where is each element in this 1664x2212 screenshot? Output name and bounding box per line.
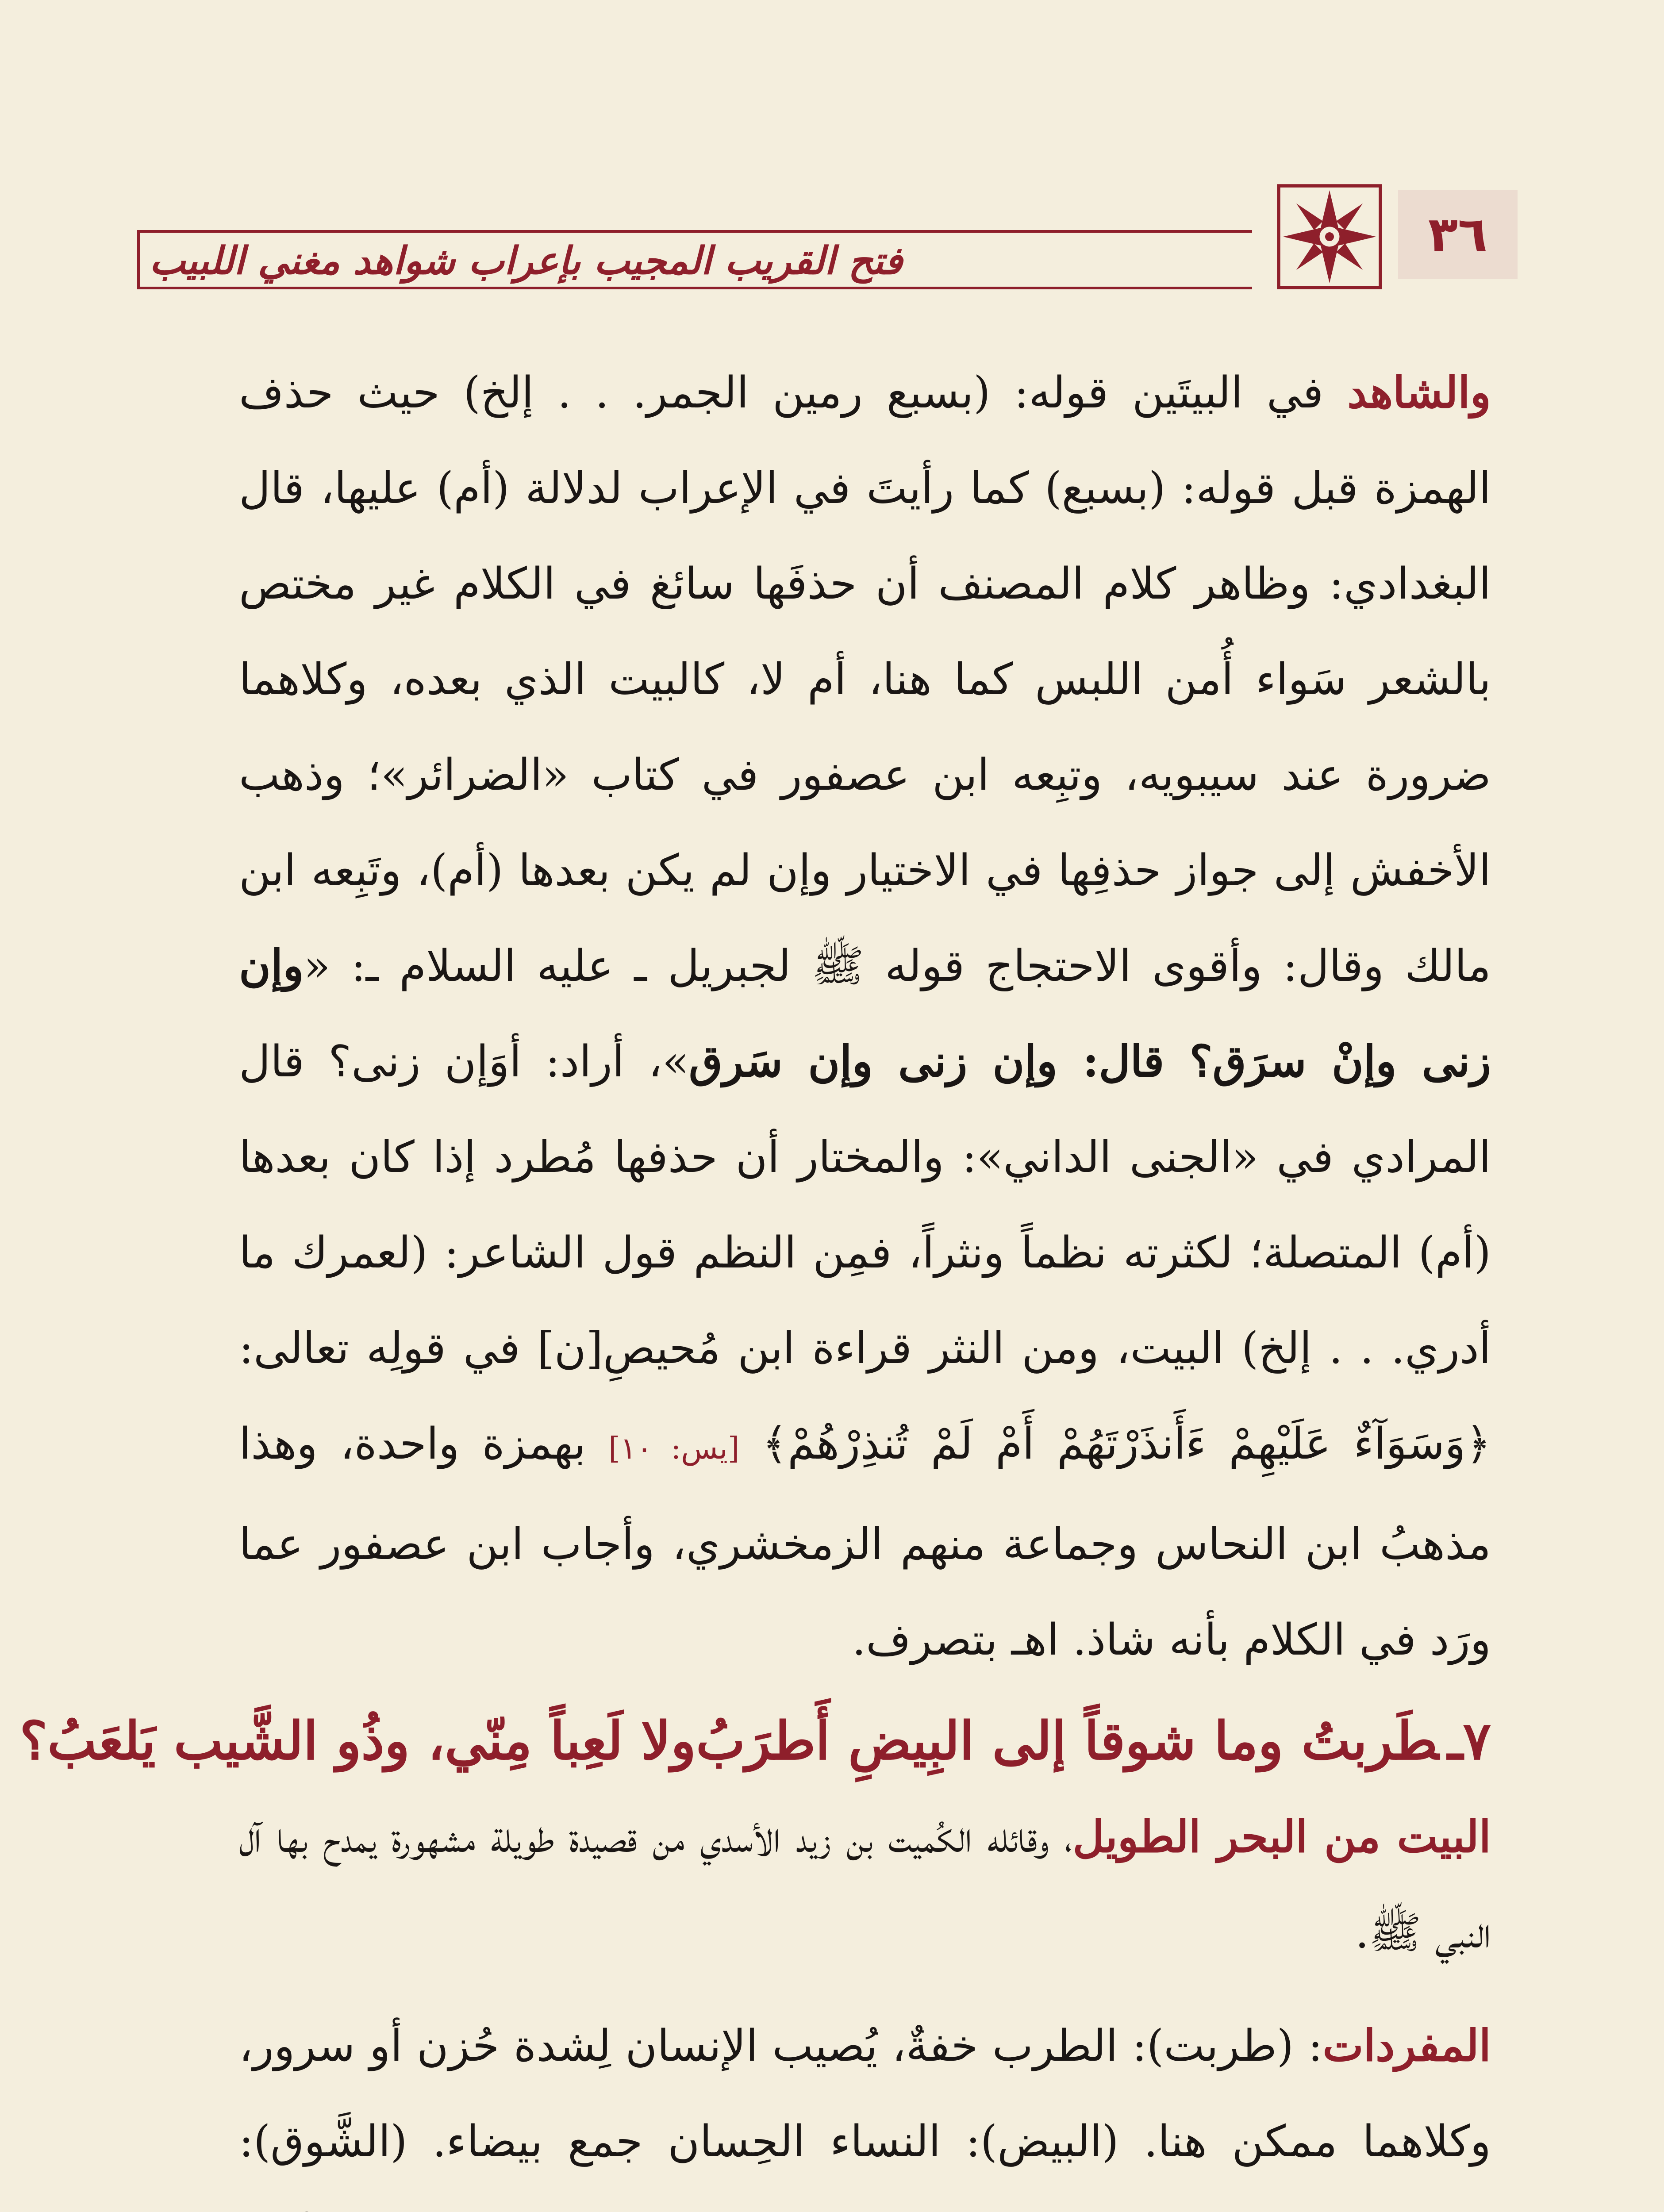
paragraph-text: »، أراد: أوَإن زنى؟ قال المرادي في «الجنى الداني»: والمختار أن حذفها مُطرد إذا كان بعدها (أم) المتصلة؛ لكثرته نظماً ونثراً، فمِن النظم قول الشاعر: (لعمرك ما أدري. . . إلخ) البيت، ومن النثر قراءة ابن مُحيصِ[ن] في قولِه تعالى: ﴿وَسَوَآءٌ عَلَيْهِمْ ءَأَنذَرْتَهُمْ أَمْ لَمْ تُنذِرْهُمْ﴾ [239,1037,1491,1469]
page-body [19,345,1491,2212]
paragraph-vocabulary [239,1998,1491,2212]
page-number: ٣٦ [1398,190,1518,279]
header-rule-bottom [137,287,1252,289]
paragraph-text: في البيتَين قوله: (بسبع رمين الجمر. . . إلخ) حيث حذف الهمزة قبل قوله: (بسبع) كما رأيتَ في الإعراب لدلالة (أم) عليها، قال البغدادي: وظاهر كلام المصنف أن حذفَها سائغ في الكلام غير مختص بالشعر سَواء أُمن اللبس كما هنا، أم لا، كالبيت الذي بعده، وكلاهما ضرورة عند سيبويه، وتبِعه ابن عصفور في كتاب «الضرائر»؛ وذهب الأخفش إلى جواز حذفِها في الاختيار وإن لم يكن بعدها (أم)، وتَبِعه ابن مالك وقال: وأقوى الاحتجاج قوله ﷺ لجبريل ـ عليه السلام ـ: « [239,368,1491,991]
verse-second-half: ولا لَعِباً مِنّي، وذُو الشَّيب يَلعَبُ؟ [19,1710,696,1771]
paragraph-meter [239,1790,1491,1981]
meter-label: البيت من البحر الطويل [1072,1812,1491,1863]
quran-reference: [يس: ١٠] [608,1431,740,1466]
paragraph-text: بهمزة واحدة، وهذا مذهبُ ابن النحاس وجماعة منهم الزمخشري، وأجاب ابن عصفور عما ورَد في الكلام بأنه شاذ. اهـ بتصرف. [239,1419,1491,1665]
paragraph-text: ، وقائله الكُميت بن زيد الأسدي من قصيدة طويلة مشهورة يمدح بها آل النبي ﷺ. [239,1812,1491,1958]
page-header [137,177,1518,296]
header-rule-top [137,230,1252,233]
paragraph-evidence [239,345,1491,1688]
vocabulary-label: المفردات [1322,2020,1491,2071]
star-ornament-icon [1274,181,1385,292]
verse-number: ٧ـ [1448,1710,1491,1771]
verse-first-half: ٧ـطَربتُ وما شوقاً إلى البِيضِ أَطرَبُ [696,1710,1491,1771]
paragraph-text: : (طربت): الطرب خفةٌ، يُصيب الإنسان لِشدة حُزن أو سرور، وكلاهما ممكن هنا. (البيض): النساء الحِسان جمع بيضاء. (الشَّوق): [239,2021,1491,2167]
book-title: فتح القريب المجيب بإعراب شواهد مغني اللبيب [149,238,903,283]
hadith-quote: وإن زنى وإنْ سرَق؟ قال: وإن زنى وإن سَرق [239,941,1491,1087]
evidence-label: والشاهد [1347,367,1491,418]
poetry-verse [19,1697,1491,1785]
header-rule-left [137,230,140,289]
